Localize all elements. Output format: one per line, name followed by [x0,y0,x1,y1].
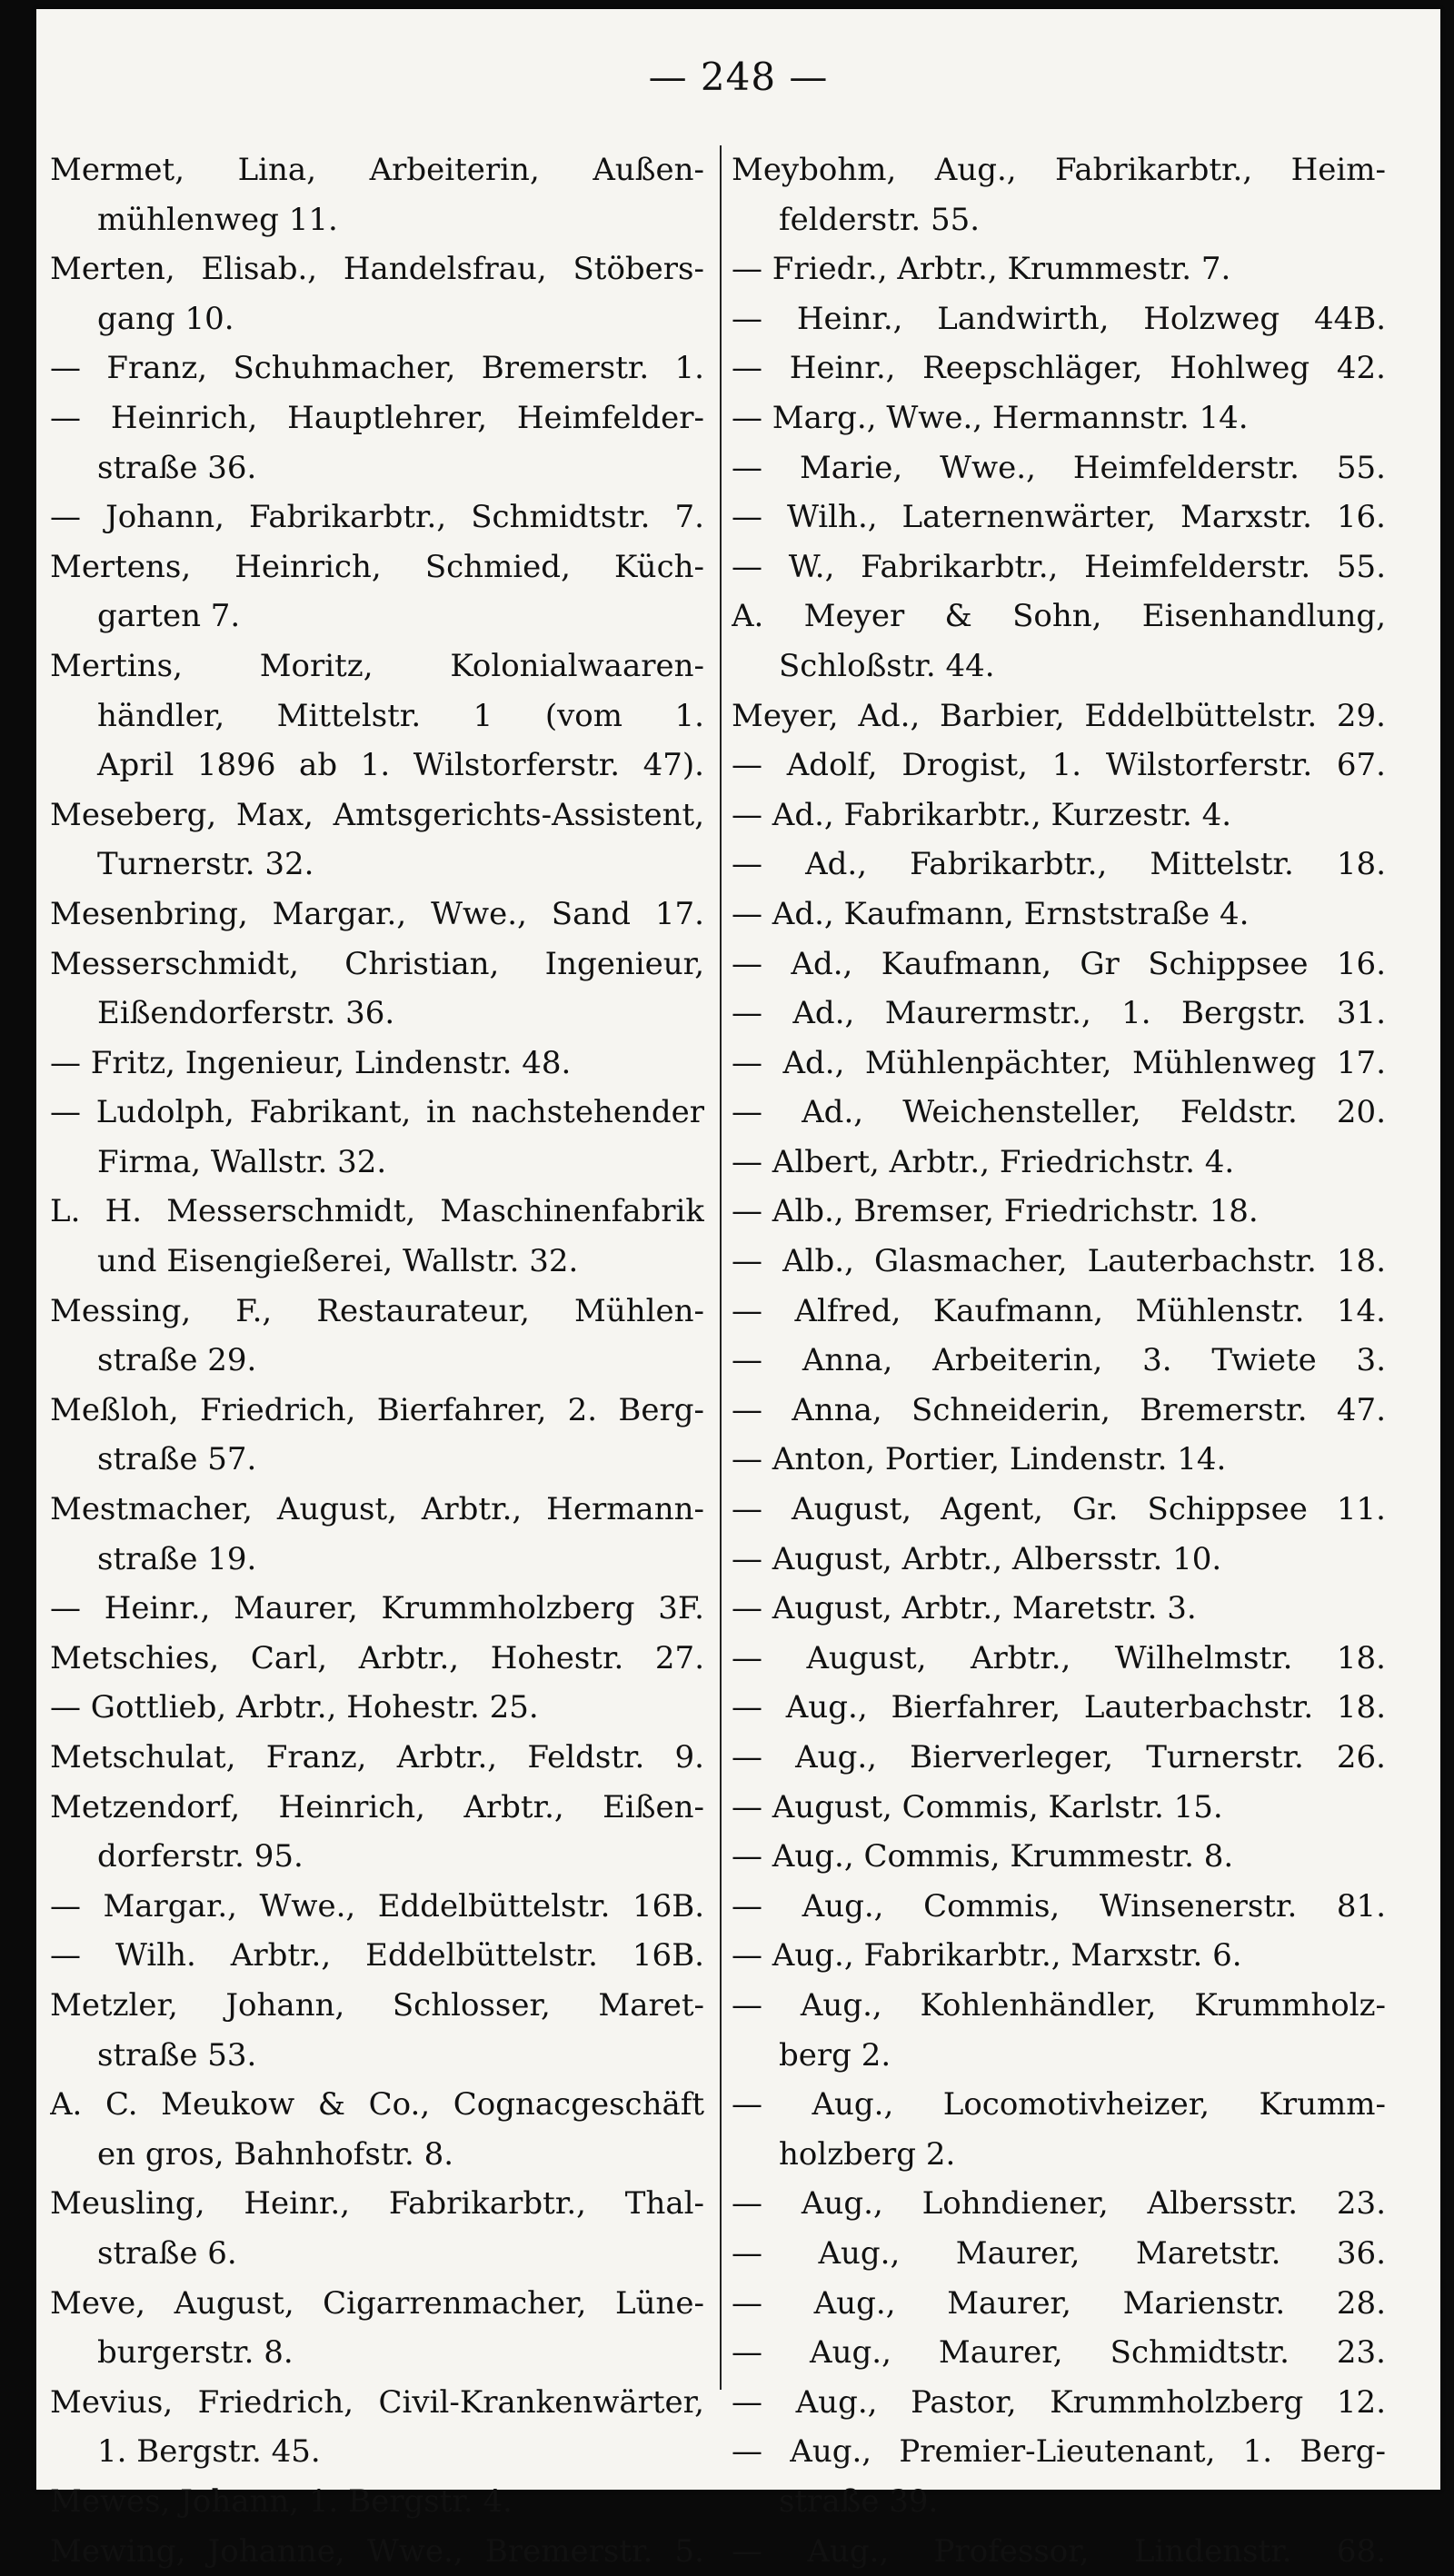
directory-line: — Marie, Wwe., Heimfelderstr. 55. [732,443,1386,493]
directory-line: — Aug., Kohlenhändler, Krummholz- [732,1981,1386,2031]
directory-line: dorferstr. 95. [50,1832,704,1882]
directory-line: — Aug., Premier-Lieutenant, 1. Berg- [732,2427,1386,2477]
directory-line: — Heinr., Maurer, Krummholzberg 3F. [50,1584,704,1634]
directory-line: — Heinr., Landwirth, Holzweg 44B. [732,294,1386,344]
directory-line: — Margar., Wwe., Eddelbüttelstr. 16B. [50,1882,704,1932]
directory-line: — Heinrich, Hauptlehrer, Heimfelder- [50,393,704,443]
directory-line: — Wilh. Arbtr., Eddelbüttelstr. 16B. [50,1931,704,1981]
directory-line: Messing, F., Restaurateur, Mühlen- [50,1287,704,1337]
directory-line: — Anna, Arbeiterin, 3. Twiete 3. [732,1336,1386,1386]
directory-line: Metzler, Johann, Schlosser, Maret- [50,1981,704,2031]
directory-line: — Ad., Kaufmann, Gr Schippsee 16. [732,940,1386,990]
directory-line: Meßloh, Friedrich, Bierfahrer, 2. Berg- [50,1386,704,1436]
directory-line: — August, Commis, Karlstr. 15. [732,1783,1386,1833]
directory-line: — Ad., Maurermstr., 1. Bergstr. 31. [732,989,1386,1039]
directory-line: holzberg 2. [732,2130,1386,2180]
directory-line: Metschulat, Franz, Arbtr., Feldstr. 9. [50,1733,704,1783]
directory-line: — Anton, Portier, Lindenstr. 14. [732,1435,1386,1485]
directory-line: straße 19. [50,1535,704,1585]
directory-line: gang 10. [50,294,704,344]
directory-line: — Marg., Wwe., Hermannstr. 14. [732,393,1386,443]
directory-line: felderstr. 55. [732,195,1386,245]
directory-line: — Aug., Bierfahrer, Lauterbachstr. 18. [732,1683,1386,1733]
directory-line: — Alfred, Kaufmann, Mühlenstr. 14. [732,1287,1386,1337]
directory-line: — August, Arbtr., Wilhelmstr. 18. [732,1634,1386,1684]
directory-line: — Aug., Maurer, Marienstr. 28. [732,2279,1386,2329]
directory-line: — Gottlieb, Arbtr., Hohestr. 25. [50,1683,704,1733]
directory-line: — Aug., Fabrikarbtr., Marxstr. 6. [732,1931,1386,1981]
directory-line: Meybohm, Aug., Fabrikarbtr., Heim- [732,145,1386,195]
directory-line: Mertins, Moritz, Kolonialwaaren- [50,642,704,691]
directory-line: — Aug., Commis, Krummestr. 8. [732,1832,1386,1882]
directory-line: — Friedr., Arbtr., Krummestr. 7. [732,244,1386,294]
directory-line: — Ad., Fabrikarbtr., Mittelstr. 18. [732,840,1386,890]
directory-line: — Fritz, Ingenieur, Lindenstr. 48. [50,1039,704,1089]
directory-line: — Ad., Kaufmann, Ernststraße 4. [732,890,1386,940]
directory-line: — August, Agent, Gr. Schippsee 11. [732,1485,1386,1535]
directory-line: — Aug., Maurer, Schmidtstr. 23. [732,2328,1386,2378]
directory-line: Firma, Wallstr. 32. [50,1138,704,1188]
directory-line: A. Meyer & Sohn, Eisenhandlung, [732,592,1386,642]
directory-line: — August, Arbtr., Maretstr. 3. [732,1584,1386,1634]
directory-line: — Heinr., Reepschläger, Hohlweg 42. [732,343,1386,393]
directory-line: — Aug., Bierverleger, Turnerstr. 26. [732,1733,1386,1783]
directory-line: straße 29. [50,1336,704,1386]
directory-line: — Aug., Locomotivheizer, Krumm- [732,2080,1386,2130]
directory-line: — Alb., Glasmacher, Lauterbachstr. 18. [732,1237,1386,1287]
directory-line: Mesenbring, Margar., Wwe., Sand 17. [50,890,704,940]
directory-line: burgerstr. 8. [50,2328,704,2378]
directory-line: — Ad., Weichensteller, Feldstr. 20. [732,1088,1386,1138]
directory-line: — Adolf, Drogist, 1. Wilstorferstr. 67. [732,741,1386,791]
directory-line: Mermet, Lina, Arbeiterin, Außen- [50,145,704,195]
directory-line: händler, Mittelstr. 1 (vom 1. [50,691,704,741]
directory-line: — August, Arbtr., Albersstr. 10. [732,1535,1386,1585]
directory-line: — Wilh., Laternenwärter, Marxstr. 16. [732,492,1386,542]
directory-page [36,9,1440,2490]
directory-line: Mewing, Johanne, Wwe., Bremerstr. 5. [50,2527,704,2576]
directory-line: — Johann, Fabrikarbtr., Schmidtstr. 7. [50,492,704,542]
directory-line: — Aug., Lohndiener, Albersstr. 23. [732,2179,1386,2229]
directory-line: straße 39. [732,2477,1386,2527]
directory-line: — Franz, Schuhmacher, Bremerstr. 1. [50,343,704,393]
left-column [50,145,704,2576]
directory-line: L. H. Messerschmidt, Maschinenfabrik [50,1187,704,1237]
directory-line: Mertens, Heinrich, Schmied, Küch- [50,542,704,592]
directory-line: Meve, August, Cigarrenmacher, Lüne- [50,2279,704,2329]
page-number: — 248 — [36,55,1440,99]
right-column [732,145,1386,2576]
directory-line: — Aug., Maurer, Maretstr. 36. [732,2229,1386,2279]
directory-line: Metschies, Carl, Arbtr., Hohestr. 27. [50,1634,704,1684]
directory-line: — Albert, Arbtr., Friedrichstr. 4. [732,1138,1386,1188]
directory-line: straße 36. [50,443,704,493]
directory-line: — W., Fabrikarbtr., Heimfelderstr. 55. [732,542,1386,592]
directory-line: Meyer, Ad., Barbier, Eddelbüttelstr. 29. [732,691,1386,741]
directory-line: Meusling, Heinr., Fabrikarbtr., Thal- [50,2179,704,2229]
directory-line: — Aug., Commis, Winsenerstr. 81. [732,1882,1386,1932]
directory-line: — Ludolph, Fabrikant, in nachstehender [50,1088,704,1138]
directory-line: — Alb., Bremser, Friedrichstr. 18. [732,1187,1386,1237]
directory-line: Metzendorf, Heinrich, Arbtr., Eißen- [50,1783,704,1833]
directory-line: — Ad., Mühlenpächter, Mühlenweg 17. [732,1039,1386,1089]
directory-line: 1. Bergstr. 45. [50,2427,704,2477]
directory-line: Turnerstr. 32. [50,840,704,890]
directory-line: — Ad., Fabrikarbtr., Kurzestr. 4. [732,791,1386,840]
column-divider [720,145,722,2390]
directory-line: — Aug., Pastor, Krummholzberg 12. [732,2378,1386,2428]
directory-line: Eißendorferstr. 36. [50,989,704,1039]
directory-line: straße 57. [50,1435,704,1485]
directory-line: — Anna, Schneiderin, Bremerstr. 47. [732,1386,1386,1436]
directory-line: mühlenweg 11. [50,195,704,245]
directory-line: Mestmacher, August, Arbtr., Hermann- [50,1485,704,1535]
directory-line: Schloßstr. 44. [732,642,1386,691]
directory-line: garten 7. [50,592,704,642]
directory-line: Meseberg, Max, Amtsgerichts-Assistent, [50,791,704,840]
directory-line: straße 53. [50,2031,704,2081]
directory-line: und Eisengießerei, Wallstr. 32. [50,1237,704,1287]
directory-line: April 1896 ab 1. Wilstorferstr. 47). [50,741,704,791]
directory-line: — Aug., Professor, Lindenstr. 68. [732,2527,1386,2576]
directory-line: Merten, Elisab., Handelsfrau, Stöbers- [50,244,704,294]
directory-line: Messerschmidt, Christian, Ingenieur, [50,940,704,990]
directory-line: Mewes, Johann, 1. Bergstr. 4. [50,2477,704,2527]
directory-line: straße 6. [50,2229,704,2279]
directory-line: Mevius, Friedrich, Civil-Krankenwärter, [50,2378,704,2428]
directory-line: A. C. Meukow & Co., Cognacgeschäft [50,2080,704,2130]
directory-line: en gros, Bahnhofstr. 8. [50,2130,704,2180]
directory-line: berg 2. [732,2031,1386,2081]
